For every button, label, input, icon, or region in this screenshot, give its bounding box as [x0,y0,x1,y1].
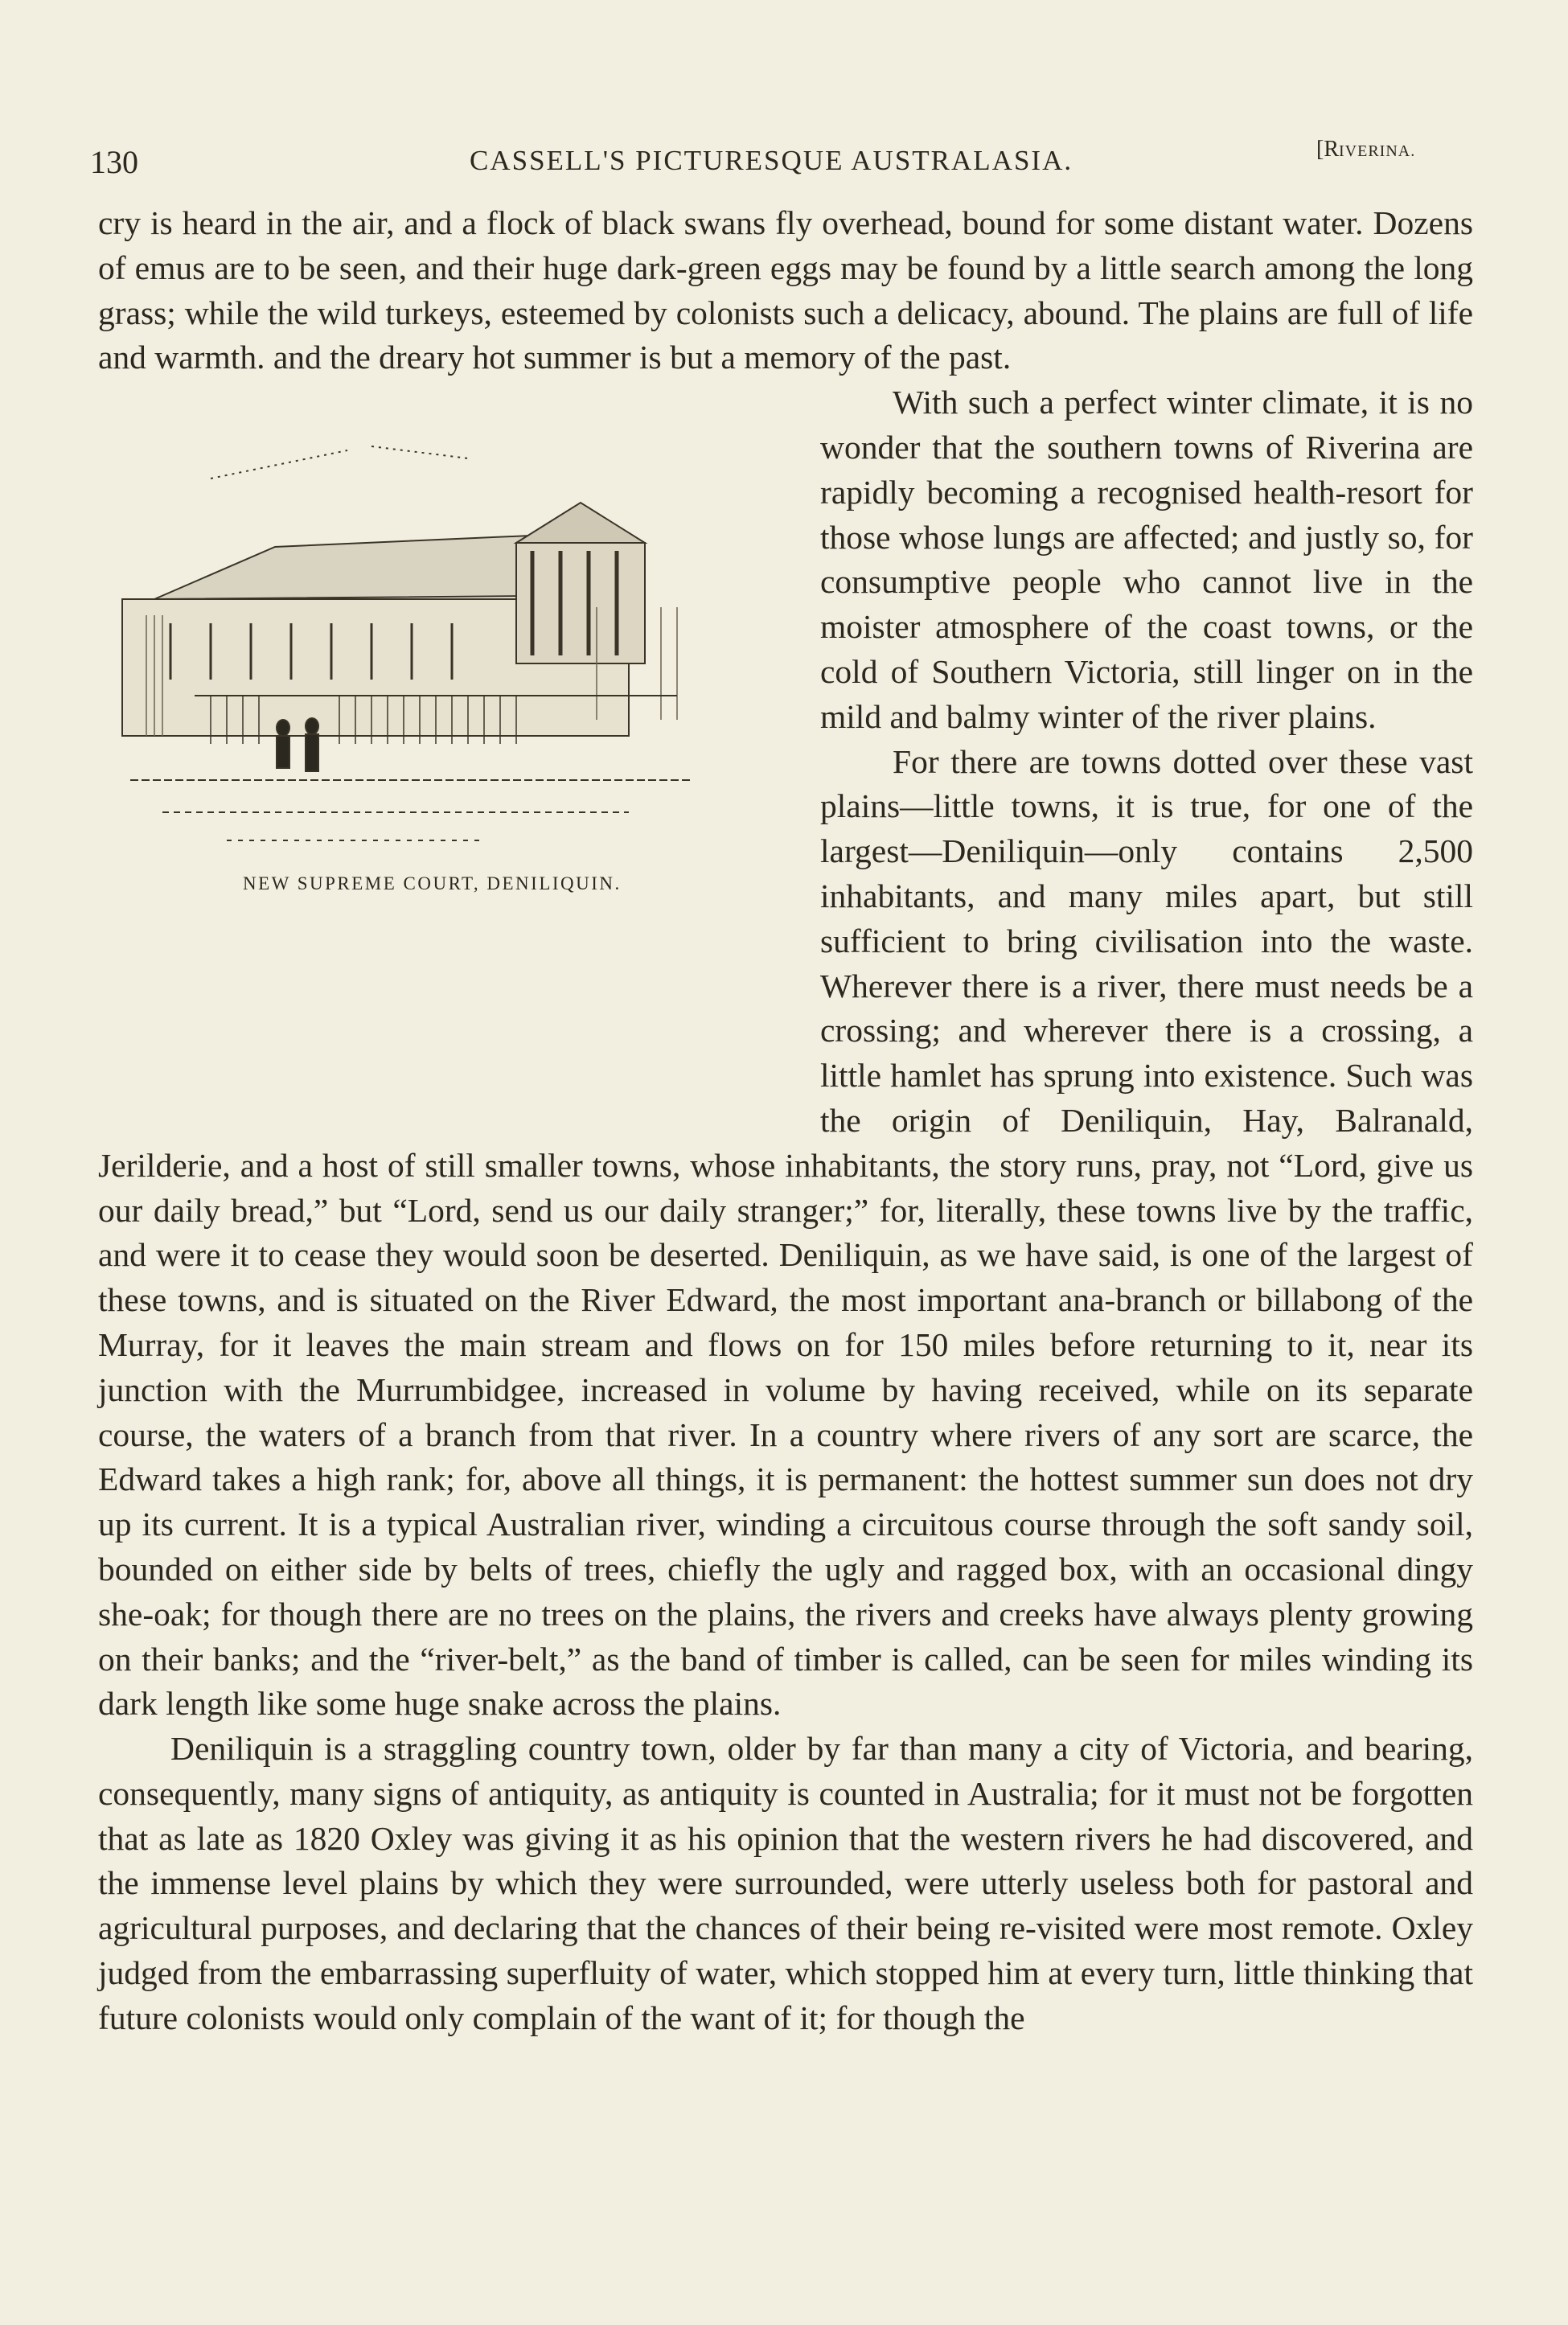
figure-caption: NEW SUPREME COURT, DENILIQUIN. [243,873,622,894]
paragraph-1: cry is heard in the air, and a flock of black swans fly overhead, bound for some distant water. Dozens of emus are to be seen, and their huge dark-green eggs may be found by a little search among the long grass; while the wild turkeys, esteemed by colonists such a delicacy, abound. The plains are full of life and warmth. and the dreary hot summer is but a memory of the past. [98,204,1473,376]
section-label [1316,137,1415,162]
running-title: CASSELL'S PICTURESQUE AUSTRALASIA. [470,145,1073,176]
paragraph-4: Deniliquin is a straggling country town, older by far than many a city of Victoria, and bearing, consequently, many signs of antiquity, as antiquity is counted in Australia; for it must not be forgotten that as late as 1820 Oxley was giving it as his opinion that the western rivers he had discovered, and the immense level plains by which they were surrounded, were utterly useless both for pastoral and agricultural purposes, and declaring that the chances of their being re-visited were most remote. Oxley judged from the embarrassing superfluity of water, which stopped him at every turn, little thinking that future colonists would only complain of the want of it; for though the [98,1730,1473,2036]
page-number: 130 [90,144,138,180]
figure-supreme-court [98,390,806,1143]
paragraph-2: With such a perfect winter climate, it is no wonder that the southern towns of Riverina are rapidly becoming a recognised health-resort for those whose lungs are affected; and justly so, for consumptive people who cannot live in the moister atmosphere of the coast towns, or the cold of Southern Victoria, still linger on in the mild and balmy winter of the river plains. [820,384,1473,735]
paragraph-3: For there are towns dotted over these vast plains—little towns, it is true, for one of the largest—Deniliquin—only contains 2,500 inhabitants, and many miles apart, but still sufficient to bring civilisation into the waste. Wherever there is a river, there must needs be a crossing; and wherever there is a crossing, a little hamlet has sprung into existence. Such was the origin of Deniliquin, Hay, Balranald, Jerilderie, and a host of still smaller towns, whose inhabitants, the story runs, pray, not “Lord, give us our daily bread,” but “Lord, send us our daily stranger;” for, literally, these towns live by the traffic, and were it to cease they would soon be deserted. Deniliquin, as we have said, is one of the largest of these towns, and is situated on the River Edward, the most important ana-branch or billabong of the Murray, for it leaves the main stream and flows on for 150 miles before returning to it, near its junction with the Murrumbidgee, increased in volume by having received, while on its separate course, the waters of a branch from that river. In a country where rivers of any sort are scarce, the Edward takes a high rank; for, above all things, it is permanent: the hottest summer sun does not dry up its current. It is a typical Australian river, winding a circuitous course through the soft sandy soil, bounded on either side by belts of trees, chiefly the ugly and ragged box, with an occasional dingy she-oak; for though there are no trees on the plains, the rivers and creeks have always plenty growing on their banks; and the “river-belt,” as the band of timber is called, can be seen for miles winding its dark length like some huge snake across the plains. [98,742,1473,1723]
court-building-engraving [66,414,774,865]
running-header [90,137,1457,191]
section-initial: [R [1316,137,1339,162]
body-text [98,201,1473,2041]
section-rest: IVERINA. [1339,142,1416,160]
